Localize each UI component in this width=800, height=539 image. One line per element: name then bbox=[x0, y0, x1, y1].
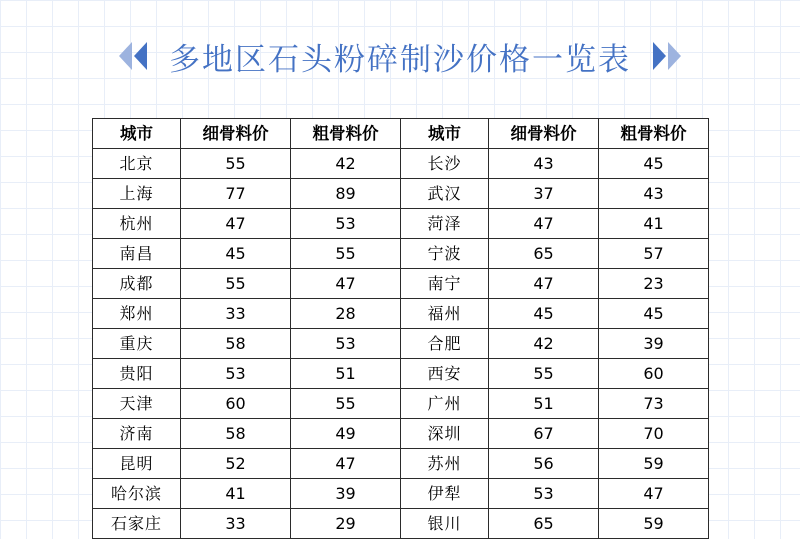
cell-fine-right: 37 bbox=[489, 179, 599, 209]
double-chevron-left-icon bbox=[119, 42, 147, 70]
cell-city-left: 昆明 bbox=[93, 449, 181, 479]
cell-city-right: 宁波 bbox=[401, 239, 489, 269]
cell-fine-right: 56 bbox=[489, 449, 599, 479]
table-row bbox=[93, 389, 709, 419]
cell-city-right: 西安 bbox=[401, 359, 489, 389]
table-row bbox=[93, 239, 709, 269]
column-header-coarse-right: 粗骨料价 bbox=[599, 119, 709, 149]
cell-coarse-right: 73 bbox=[599, 389, 709, 419]
cell-coarse-right: 59 bbox=[599, 449, 709, 479]
cell-city-right: 苏州 bbox=[401, 449, 489, 479]
cell-coarse-right: 43 bbox=[599, 179, 709, 209]
cell-fine-right: 65 bbox=[489, 239, 599, 269]
cell-fine-right: 53 bbox=[489, 479, 599, 509]
cell-coarse-right: 59 bbox=[599, 509, 709, 539]
cell-coarse-left: 29 bbox=[291, 509, 401, 539]
cell-fine-right: 47 bbox=[489, 209, 599, 239]
cell-coarse-left: 53 bbox=[291, 329, 401, 359]
cell-coarse-left: 89 bbox=[291, 179, 401, 209]
table-header bbox=[93, 119, 709, 149]
cell-fine-right: 65 bbox=[489, 509, 599, 539]
cell-fine-left: 41 bbox=[181, 479, 291, 509]
cell-city-right: 银川 bbox=[401, 509, 489, 539]
cell-coarse-left: 55 bbox=[291, 239, 401, 269]
column-header-fine-right: 细骨料价 bbox=[489, 119, 599, 149]
cell-fine-right: 51 bbox=[489, 389, 599, 419]
cell-fine-left: 77 bbox=[181, 179, 291, 209]
cell-city-right: 伊犁 bbox=[401, 479, 489, 509]
cell-coarse-right: 45 bbox=[599, 149, 709, 179]
cell-coarse-left: 49 bbox=[291, 419, 401, 449]
cell-fine-right: 43 bbox=[489, 149, 599, 179]
cell-coarse-right: 57 bbox=[599, 239, 709, 269]
cell-fine-right: 42 bbox=[489, 329, 599, 359]
cell-coarse-right: 23 bbox=[599, 269, 709, 299]
cell-city-right: 深圳 bbox=[401, 419, 489, 449]
cell-coarse-left: 39 bbox=[291, 479, 401, 509]
title-row bbox=[0, 26, 800, 86]
cell-fine-left: 60 bbox=[181, 389, 291, 419]
table-row bbox=[93, 329, 709, 359]
cell-city-right: 南宁 bbox=[401, 269, 489, 299]
cell-fine-right: 55 bbox=[489, 359, 599, 389]
cell-city-left: 成都 bbox=[93, 269, 181, 299]
cell-coarse-left: 42 bbox=[291, 149, 401, 179]
table-row bbox=[93, 269, 709, 299]
table-row bbox=[93, 209, 709, 239]
cell-coarse-left: 47 bbox=[291, 269, 401, 299]
cell-fine-left: 47 bbox=[181, 209, 291, 239]
cell-fine-left: 52 bbox=[181, 449, 291, 479]
cell-city-left: 石家庄 bbox=[93, 509, 181, 539]
table-row bbox=[93, 479, 709, 509]
column-header-fine-left: 细骨料价 bbox=[181, 119, 291, 149]
cell-coarse-left: 53 bbox=[291, 209, 401, 239]
cell-city-right: 武汉 bbox=[401, 179, 489, 209]
cell-fine-left: 33 bbox=[181, 299, 291, 329]
cell-fine-left: 58 bbox=[181, 419, 291, 449]
cell-coarse-right: 70 bbox=[599, 419, 709, 449]
cell-city-left: 郑州 bbox=[93, 299, 181, 329]
cell-coarse-right: 41 bbox=[599, 209, 709, 239]
cell-coarse-left: 47 bbox=[291, 449, 401, 479]
cell-coarse-right: 60 bbox=[599, 359, 709, 389]
cell-fine-right: 45 bbox=[489, 299, 599, 329]
cell-city-left: 哈尔滨 bbox=[93, 479, 181, 509]
table-row bbox=[93, 509, 709, 539]
cell-fine-left: 53 bbox=[181, 359, 291, 389]
cell-city-right: 合肥 bbox=[401, 329, 489, 359]
table-row bbox=[93, 449, 709, 479]
cell-coarse-right: 45 bbox=[599, 299, 709, 329]
cell-fine-left: 55 bbox=[181, 269, 291, 299]
table-row bbox=[93, 179, 709, 209]
cell-city-left: 杭州 bbox=[93, 209, 181, 239]
cell-city-right: 广州 bbox=[401, 389, 489, 419]
table-row bbox=[93, 149, 709, 179]
cell-city-left: 济南 bbox=[93, 419, 181, 449]
cell-city-right: 长沙 bbox=[401, 149, 489, 179]
double-chevron-right-icon bbox=[653, 42, 681, 70]
cell-coarse-left: 55 bbox=[291, 389, 401, 419]
cell-city-left: 南昌 bbox=[93, 239, 181, 269]
column-header-city-right: 城市 bbox=[401, 119, 489, 149]
cell-city-left: 天津 bbox=[93, 389, 181, 419]
cell-coarse-left: 51 bbox=[291, 359, 401, 389]
price-table-container bbox=[92, 118, 708, 539]
table-row bbox=[93, 299, 709, 329]
table-body bbox=[93, 149, 709, 539]
cell-coarse-right: 47 bbox=[599, 479, 709, 509]
cell-fine-right: 67 bbox=[489, 419, 599, 449]
column-header-coarse-left: 粗骨料价 bbox=[291, 119, 401, 149]
page-title: 多地区石头粉碎制沙价格一览表 bbox=[169, 41, 631, 78]
table-row bbox=[93, 359, 709, 389]
cell-city-right: 福州 bbox=[401, 299, 489, 329]
column-header-city-left: 城市 bbox=[93, 119, 181, 149]
cell-coarse-left: 28 bbox=[291, 299, 401, 329]
cell-fine-left: 33 bbox=[181, 509, 291, 539]
cell-coarse-right: 39 bbox=[599, 329, 709, 359]
cell-city-right: 菏泽 bbox=[401, 209, 489, 239]
table-header-row bbox=[93, 119, 709, 149]
cell-city-left: 上海 bbox=[93, 179, 181, 209]
cell-fine-left: 58 bbox=[181, 329, 291, 359]
price-table bbox=[92, 118, 709, 539]
table-row bbox=[93, 419, 709, 449]
cell-city-left: 贵阳 bbox=[93, 359, 181, 389]
cell-fine-left: 55 bbox=[181, 149, 291, 179]
cell-fine-right: 47 bbox=[489, 269, 599, 299]
cell-city-left: 北京 bbox=[93, 149, 181, 179]
cell-fine-left: 45 bbox=[181, 239, 291, 269]
cell-city-left: 重庆 bbox=[93, 329, 181, 359]
